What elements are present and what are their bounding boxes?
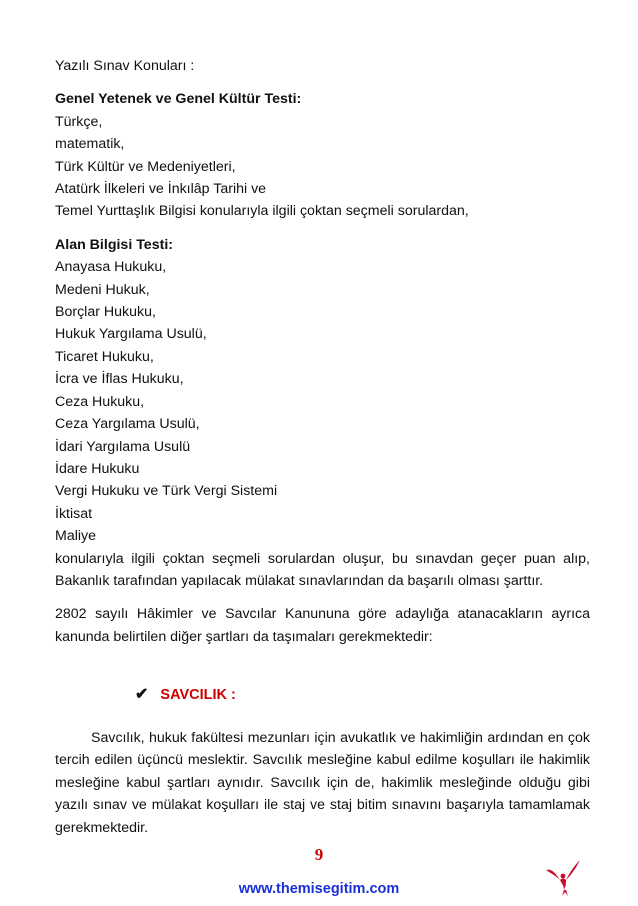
savcilik-section [55, 727, 590, 839]
list-item: Hukuk Yargılama Usulü, [55, 326, 207, 343]
list-item: Maliye [55, 528, 96, 545]
list-item: matematik, [55, 136, 125, 153]
savcilik-paragraph: Savcılık, hukuk fakültesi mezunları için avukatlık ve hakimliğin ardından en çok tercih edilen üçüncü meslektir. Savcılık mesleğine kabul edilme koşulları ile hakimlik mesleğine kabul şartları aynıdır. Savcılık için de, hakimlik mesleğinde olduğu gibi yazılı sınav ve mülakat koşulları ile staj ve staj bitim sınavını başarıyla tamamlamak gerekmektedir. [55, 730, 590, 836]
document-body [55, 55, 590, 648]
list-item: Temel Yurttaşlık Bilgisi konularıyla ilgili çoktan seçmeli sorulardan, [55, 203, 469, 220]
section-title-general: Genel Yetenek ve Genel Kültür Testi: [55, 91, 302, 108]
list-item: Borçlar Hukuku, [55, 304, 156, 321]
savcilik-heading [135, 684, 236, 704]
list-item: Medeni Hukuk, [55, 281, 150, 298]
list-item: Anayasa Hukuku, [55, 259, 167, 276]
list-item: Türkçe, [55, 113, 103, 130]
page-number: 9 [314, 845, 324, 864]
list-item: Vergi Hukuku ve Türk Vergi Sistemi [55, 483, 278, 500]
law-paragraph: 2802 sayılı Hâkimler ve Savcılar Kanununa göre adaylığa atanacakların ayrıca kanunda belirtilen diğer şartları da taşımaları gerekmektedir: [55, 606, 590, 645]
list-item: İdare Hukuku [55, 460, 140, 477]
list-item: Ticaret Hukuku, [55, 348, 154, 365]
list-item: Ceza Yargılama Usulü, [55, 416, 200, 433]
list-item: İdari Yargılama Usulü [55, 438, 191, 455]
list-item: Türk Kültür ve Medeniyetleri, [55, 158, 236, 175]
list-item: Atatürk İlkeleri ve İnkılâp Tarihi ve [55, 181, 267, 198]
checkmark-icon: ✔ [135, 686, 149, 703]
intro-line: Yazılı Sınav Konuları : [55, 58, 195, 74]
closing-line: konularıyla ilgili çoktan seçmeli sorulardan oluşur, bu sınavdan geçer puan alıp, [55, 550, 590, 567]
heading-text: SAVCILIK : [160, 687, 236, 703]
footer-website-link[interactable]: www.themisegitim.com [238, 881, 400, 897]
list-item: İcra ve İflas Hukuku, [55, 371, 184, 388]
section-title-field: Alan Bilgisi Testi: [55, 236, 173, 253]
closing-line: Bakanlık tarafından yapılacak mülakat sınavlarından da başarılı olması şarttır. [55, 572, 544, 589]
list-item: Ceza Hukuku, [55, 393, 145, 410]
list-item: İktisat [55, 505, 93, 522]
